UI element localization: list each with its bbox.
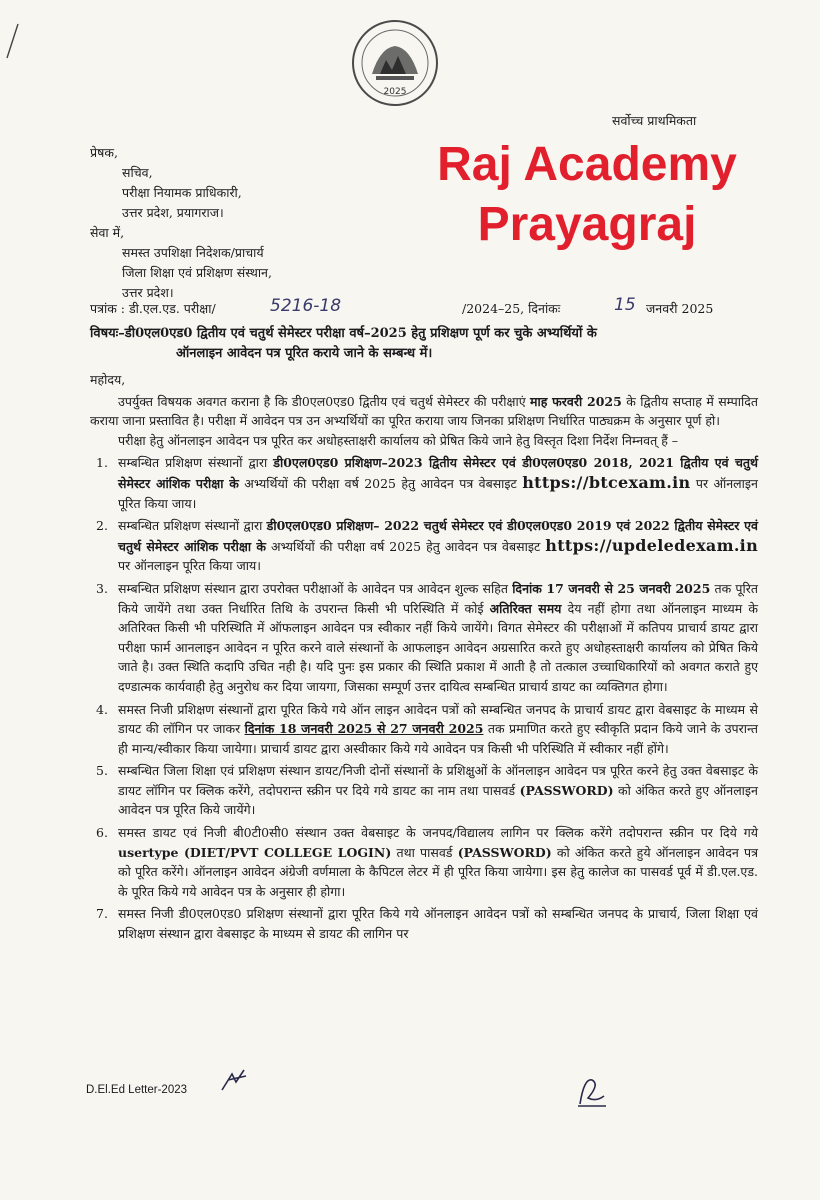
handwritten-letter-number: 5216-18 <box>270 296 342 316</box>
address-block <box>90 143 272 303</box>
reference-date: जनवरी 2025 <box>646 301 714 316</box>
watermark-overlay <box>402 135 772 255</box>
handwritten-day: 15 <box>614 295 636 315</box>
sender-line: सचिव, <box>122 165 153 180</box>
website-link[interactable]: https://btcexam.in <box>522 472 691 492</box>
emblem-seal-icon <box>350 18 440 108</box>
list-item: 1. सम्बन्धित प्रशिक्षण संस्थानों द्वारा डी0एल0एड0 प्रशिक्षण–2023 द्वितीय सेमेस्टर एवं डी0एल0एड0 2018, 2021 द्वितीय एवं चतुर्थ सेमेस्टर आंशिक परीक्षा के अभ्यर्थियों की परीक्षा वर्ष 2025 हेतु आवेदन पत्र वेबसाइट https://btcexam.in पर ऑनलाइन पूरित किया जाय। <box>96 455 758 511</box>
website-link[interactable]: https://updeledexam.in <box>545 535 758 555</box>
body-paragraph: उपर्युक्त विषयक अवगत कराना है कि डी0एल0एड0 द्वितीय एवं चतुर्थ सेमेस्टर की परीक्षाएं माह फरवरी 2025 के द्वितीय सप्ताह में सम्पादित कराया जाना प्रस्तावित है। परीक्षा में आवेदन पत्र उन अभ्यर्थियों का पूरित कराया जाय जिनका प्रशिक्षण निर्धारित पाठ्यक्रम के अनुसार पूर्ण हो। <box>90 393 758 429</box>
list-item: 2. सम्बन्धित प्रशिक्षण संस्थानों द्वारा डी0एल0एड0 प्रशिक्षण– 2022 चतुर्थ सेमेस्टर एवं डी0एल0एड0 2019 एवं 2022 द्वितीय सेमेस्टर एवं चतुर्थ सेमेस्टर आंशिक परीक्षा के अभ्यर्थियों की परीक्षा वर्ष 2025 हेतु आवेदन पत्र वेबसाइट https://updeledexam.in पर ऑनलाइन पूरित किया जाय। <box>96 518 758 574</box>
subject-text: ऑनलाइन आवेदन पत्र पूरित कराये जाने के सम्बन्ध में। <box>176 346 433 361</box>
list-item: 4. समस्त निजी प्रशिक्षण संस्थानों द्वारा पूरित किये गये ऑन लाइन आवेदन पत्रों को सम्बन्धित जनपद के प्राचार्य डायट द्वारा वेबसाइट के माध्यम से डायट की लॉगिन पर जाकर दिनांक 18 जनवरी 2025 से 27 जनवरी 2025 तक प्रमाणित करते हुए स्वीकृति प्रदान किये जाने के उपरान्त ही मान्य/स्वीकार किया जायेगा। प्राचार्य डायट द्वारा अस्वीकार किये गये आवेदन पत्र किसी भी परिस्थिति में स्वीकार नहीं होंगे। <box>96 701 758 756</box>
svg-text:2025: 2025 <box>383 87 407 97</box>
sender-label: प्रेषक, <box>90 145 118 160</box>
letter-body <box>90 370 758 944</box>
list-item: 7. समस्त निजी डी0एल0एड0 प्रशिक्षण संस्थानों द्वारा पूरित किये गये ऑनलाइन आवेदन पत्रों को सम्बन्धित जनपद के प्राचार्य, जिला शिक्षा एवं प्रशिक्षण संस्थान द्वारा वेबसाइट के माध्यम से डायट की लागिन पर <box>96 906 758 942</box>
subject-line <box>90 324 750 364</box>
salutation: महोदय, <box>90 372 126 387</box>
recipient-label: सेवा में, <box>90 225 125 240</box>
priority-label: सर्वोच्च प्राथमिकता <box>612 113 697 128</box>
instruction-list <box>90 453 758 943</box>
watermark-line: Raj Academy <box>437 138 737 191</box>
watermark-line: Prayagraj <box>477 198 697 251</box>
subject-text: विषयः–डी0एल0एड0 द्वितीय एवं चतुर्थ सेमेस्टर परीक्षा वर्ष–2025 हेतु प्रशिक्षण पूर्ण कर चुके अभ्यर्थियों के <box>90 326 597 341</box>
body-paragraph: परीक्षा हेतु ऑनलाइन आवेदन पत्र पूरित कर अधोहस्ताक्षरी कार्यालय को प्रेषित किये जाने हेतु विस्तृत दिशा निर्देश निम्नवत् हैं – <box>118 432 679 448</box>
initials-signature-icon <box>218 1066 258 1094</box>
pen-stroke-mark <box>4 22 20 62</box>
recipient-line: उत्तर प्रदेश। <box>122 285 174 300</box>
list-item: 6. समस्त डायट एवं निजी बी0टी0सी0 संस्थान उक्त वेबसाइट के जनपद/विद्यालय लागिन पर क्लिक करेंगे तदोपरान्त स्क्रीन पर दिये गये usertype (DIET/PVT COLLEGE LOGIN) तथा पासवर्ड (PASSWORD) को अंकित करते हुये ऑनलाइन आवेदन पत्र को पूरित करेंगे। ऑनलाइन आवेदन अंग्रेजी वर्णमाला के कैपिटल लेटर में ही पूरित किया जायेगा। इस हेतु कालेज का पासवर्ड पूर्व में डी.एल.एड. के पूरित किये गये आवेदन पत्र के अनुसार ही होगा। <box>96 825 759 899</box>
reference-session: /2024–25, दिनांकः <box>462 301 561 316</box>
recipient-line: समस्त उपशिक्षा निदेशक/प्राचार्य <box>122 245 264 260</box>
sender-line: परीक्षा नियामक प्राधिकारी, <box>122 185 242 200</box>
signature-icon <box>574 1072 610 1112</box>
recipient-line: जिला शिक्षा एवं प्रशिक्षण संस्थान, <box>122 265 272 280</box>
reference-line <box>90 295 740 324</box>
list-item: 3. सम्बन्धित प्रशिक्षण संस्थान द्वारा उपरोक्त परीक्षाओं के आवेदन पत्र आवेदन शुल्क सहित दिनांक 17 जनवरी से 25 जनवरी 2025 तक पूरित किये जायेंगे तथा उक्त निर्धारित तिथि के उपरान्त किसी भी परिस्थिति में कोई अतिरिक्त समय देय नहीं होगा तथा ऑनलाइन माध्यम के अतिरिक्त किसी भी परिस्थिति में ऑफलाइन आवेदन पत्र स्वीकार नहीं किये जायेंगे। विगत सेमेस्टर की परीक्षाओं में कतिपय प्राचार्य डायट द्वारा परीक्षा फार्म आनलाइन आवेदन न पूरित करने वाले संस्थानों के आफलाइन आवेदन अग्रसारित करते हुए अधोहस्ताक्षरी कार्यालय को प्रेषित किये जाते है। उक्त स्थिति कदापि उचित नही है। यदि पुनः इस प्रकार की स्थिति प्रकाश में आती है तो तत्काल उच्चाधिकारियों को अवगत कराते हुए दण्डात्मक कार्यवाही हेतु अनुरोध कर दिया जायगा, जिसका सम्पूर्ण उत्तर दायित्व सम्बन्धित प्राचार्य डायट का व्यक्तिगत होगा। <box>96 580 758 694</box>
list-item: 5. सम्बन्धित जिला शिक्षा एवं प्रशिक्षण संस्थान डायट/निजी दोनों संस्थानों के प्रशिक्षुओं के ऑनलाइन आवेदन पत्र पूरित करने हेतु उक्त वेबसाइट के डायट लॉगिन पर क्लिक करेंगे, तदोपरान्त स्क्रीन पर दिये गये डायट का नाम तथा पासवर्ड (PASSWORD) को अंकित करते हुए ऑनलाइन आवेदन पत्र पूरित किये जायेंगे। <box>96 763 758 818</box>
sender-line: उत्तर प्रदेश, प्रयागराज। <box>122 205 224 220</box>
footer-label: D.El.Ed Letter-2023 <box>86 1084 188 1096</box>
reference-prefix: पत्रांक : डी.एल.एड. परीक्षा/ <box>90 301 216 316</box>
